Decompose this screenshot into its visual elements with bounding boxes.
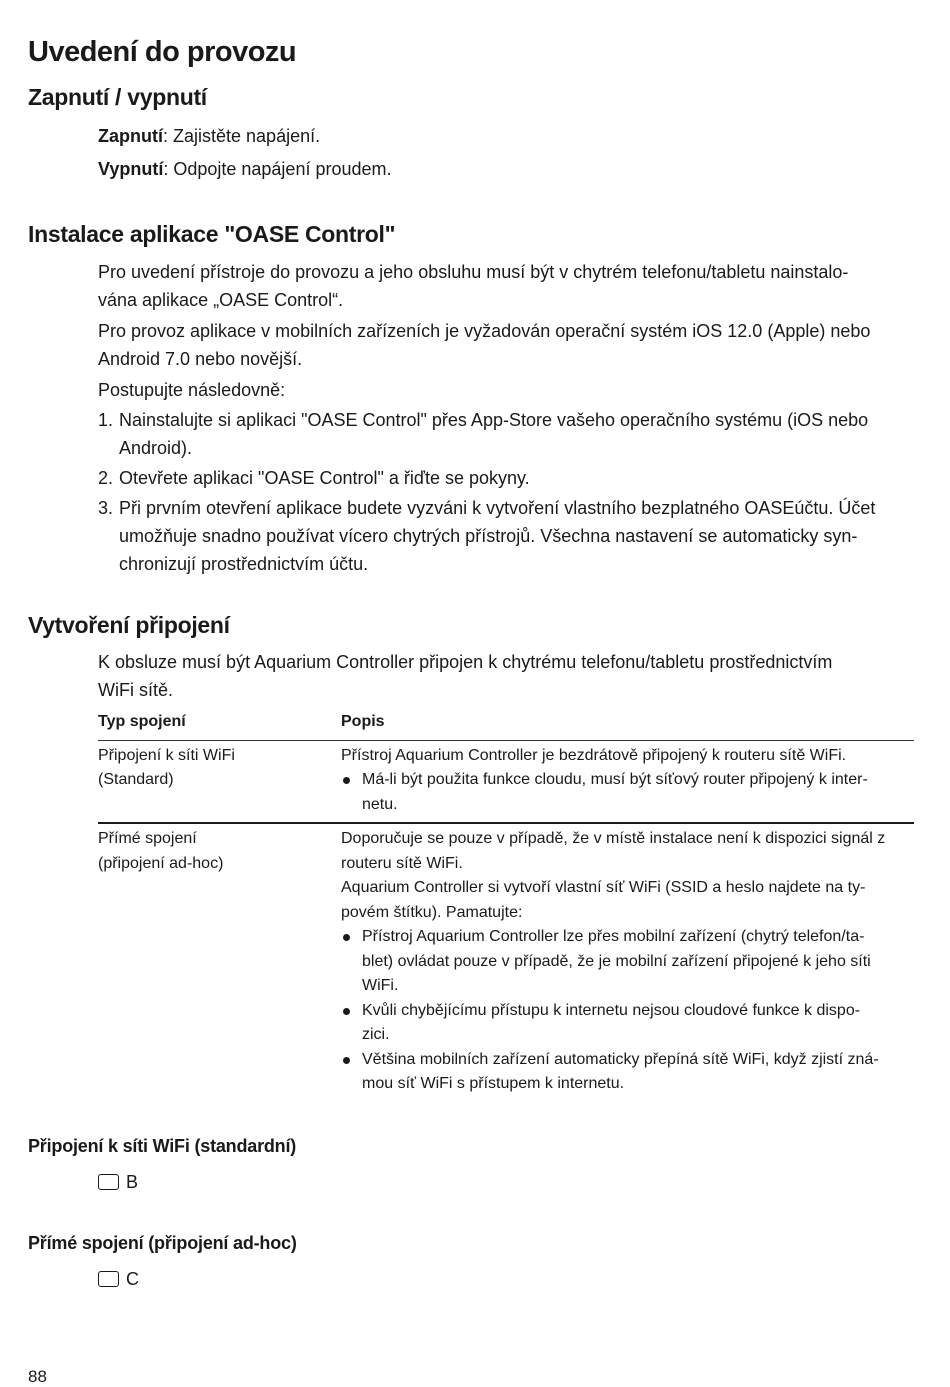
text-line: WiFi sítě.: [98, 680, 173, 700]
text-line: mou síť WiFi s přístupem k internetu.: [362, 1075, 625, 1092]
text-line: netu.: [362, 795, 398, 813]
install-paragraph-1: [98, 258, 910, 314]
bullet-list: [341, 768, 914, 817]
list-item: [98, 464, 910, 492]
text-line: Přímé spojení: [98, 830, 197, 847]
text-line: Otevřete aplikaci "OASE Control" a řiďte se pokyny.: [119, 468, 530, 488]
text-line: chronizují prostřednictvím účtu.: [119, 554, 369, 574]
text-line: umožňuje snadno používat vícero chytrých přístrojů. Všechna nastavení se automaticky syn-: [119, 526, 858, 546]
page-number: 88: [28, 1367, 47, 1386]
table-row: [98, 740, 914, 823]
text-line: Android 7.0 nebo novější.: [98, 349, 303, 369]
connection-type-cell: [98, 823, 341, 1101]
text-line: Při prvním otevření aplikace budete vyzváni k vytvoření vlastního bezplatného OASEúčtu. Účet: [119, 498, 876, 518]
text-line: (připojení ad-hoc): [98, 854, 224, 872]
step-number: 3.: [98, 498, 114, 518]
power-on-text: : Zajistěte napájení.: [163, 126, 321, 146]
page-title: Uvedení do provozu: [28, 36, 297, 68]
list-item: [98, 406, 910, 462]
list-item: [341, 768, 914, 817]
figure-reference-icon: [98, 1174, 119, 1190]
table-header-row: [98, 710, 914, 740]
section-heading-connect: Vytvoření připojení: [28, 612, 230, 638]
connect-intro: [98, 648, 910, 704]
connection-type-cell: [98, 740, 341, 823]
power-on-line: [98, 122, 910, 150]
text-line: Většina mobilních zařízení automaticky přepíná sítě WiFi, když zjistí zná-: [362, 1050, 879, 1068]
section-heading-adhoc: Přímé spojení (připojení ad-hoc): [28, 1233, 297, 1253]
text-line: Připojení k síti WiFi: [98, 746, 235, 764]
text-line: Android).: [119, 438, 193, 458]
section-heading-wifi-standard: Připojení k síti WiFi (standardní): [28, 1136, 297, 1156]
text-line: Doporučuje se pouze v případě, že v místě instalace není k dispozici signál z: [341, 830, 886, 847]
table-header-type: Typ spojení: [98, 710, 341, 740]
text-line: Pro provoz aplikace v mobilních zařízeních je vyžadován operační systém iOS 12.0 (Apple) nebo: [98, 321, 871, 341]
text-line: Kvůli chybějícímu přístupu k internetu nejsou cloudové funkce k dispo-: [362, 1001, 861, 1019]
step-number: 1.: [98, 410, 114, 430]
description-cell: [341, 740, 914, 823]
list-item: [98, 494, 910, 578]
text-line: (Standard): [98, 771, 174, 788]
power-off-text: : Odpojte napájení proudem.: [163, 159, 392, 179]
list-item: [341, 925, 914, 999]
power-on-label: Zapnutí: [98, 126, 163, 146]
text-line: povém štítku). Pamatujte:: [341, 903, 523, 921]
text-line: K obsluze musí být Aquarium Controller připojen k chytrému telefonu/tabletu prostřednictvím: [98, 652, 833, 672]
text-line: zici.: [362, 1026, 390, 1043]
text-line: Pro uvedení přístroje do provozu a jeho obsluhu musí být v chytrém telefonu/tabletu nainstalo-: [98, 262, 849, 282]
description-cell: [341, 823, 914, 1101]
connection-types-table: [98, 710, 914, 1101]
text-line: Má-li být použita funkce cloudu, musí být síťový router připojený k inter-: [362, 771, 868, 788]
figure-label: C: [126, 1269, 139, 1289]
text-line: blet) ovládat pouze v případě, že je mobilní zařízení připojené k jeho síti: [362, 952, 871, 970]
text-line: WiFi.: [362, 977, 399, 994]
section-heading-install: Instalace aplikace "OASE Control": [28, 221, 396, 247]
text-line: routeru sítě WiFi.: [341, 854, 463, 872]
table-row: [98, 823, 914, 1101]
figure-label: B: [126, 1172, 139, 1192]
list-item: [341, 1048, 914, 1097]
text-line: Přístroj Aquarium Controller je bezdrátově připojený k routeru sítě WiFi.: [341, 746, 847, 764]
list-item: [341, 999, 914, 1048]
install-paragraph-2: [98, 317, 910, 373]
text-line: Přístroj Aquarium Controller lze přes mobilní zařízení (chytrý telefon/ta-: [362, 928, 865, 945]
bullet-list: [341, 925, 914, 1097]
text-line: vána aplikace „OASE Control“.: [98, 290, 344, 310]
text-line: Nainstalujte si aplikaci "OASE Control" přes App-Store vašeho operačního systému (iOS nebo: [119, 410, 869, 430]
text-line: Aquarium Controller si vytvoří vlastní síť WiFi (SSID a heslo najdete na ty-: [341, 879, 866, 896]
figure-reference-icon: [98, 1271, 119, 1287]
table-header-description: Popis: [341, 710, 914, 740]
power-off-line: [98, 155, 910, 183]
power-off-label: Vypnutí: [98, 159, 164, 179]
figure-reference-c: [98, 1267, 139, 1291]
figure-reference-b: [98, 1170, 138, 1194]
section-heading-on-off: Zapnutí / vypnutí: [28, 84, 207, 110]
step-number: 2.: [98, 468, 114, 488]
install-steps-list: [98, 406, 910, 580]
install-paragraph-3: Postupujte následovně:: [98, 380, 286, 400]
